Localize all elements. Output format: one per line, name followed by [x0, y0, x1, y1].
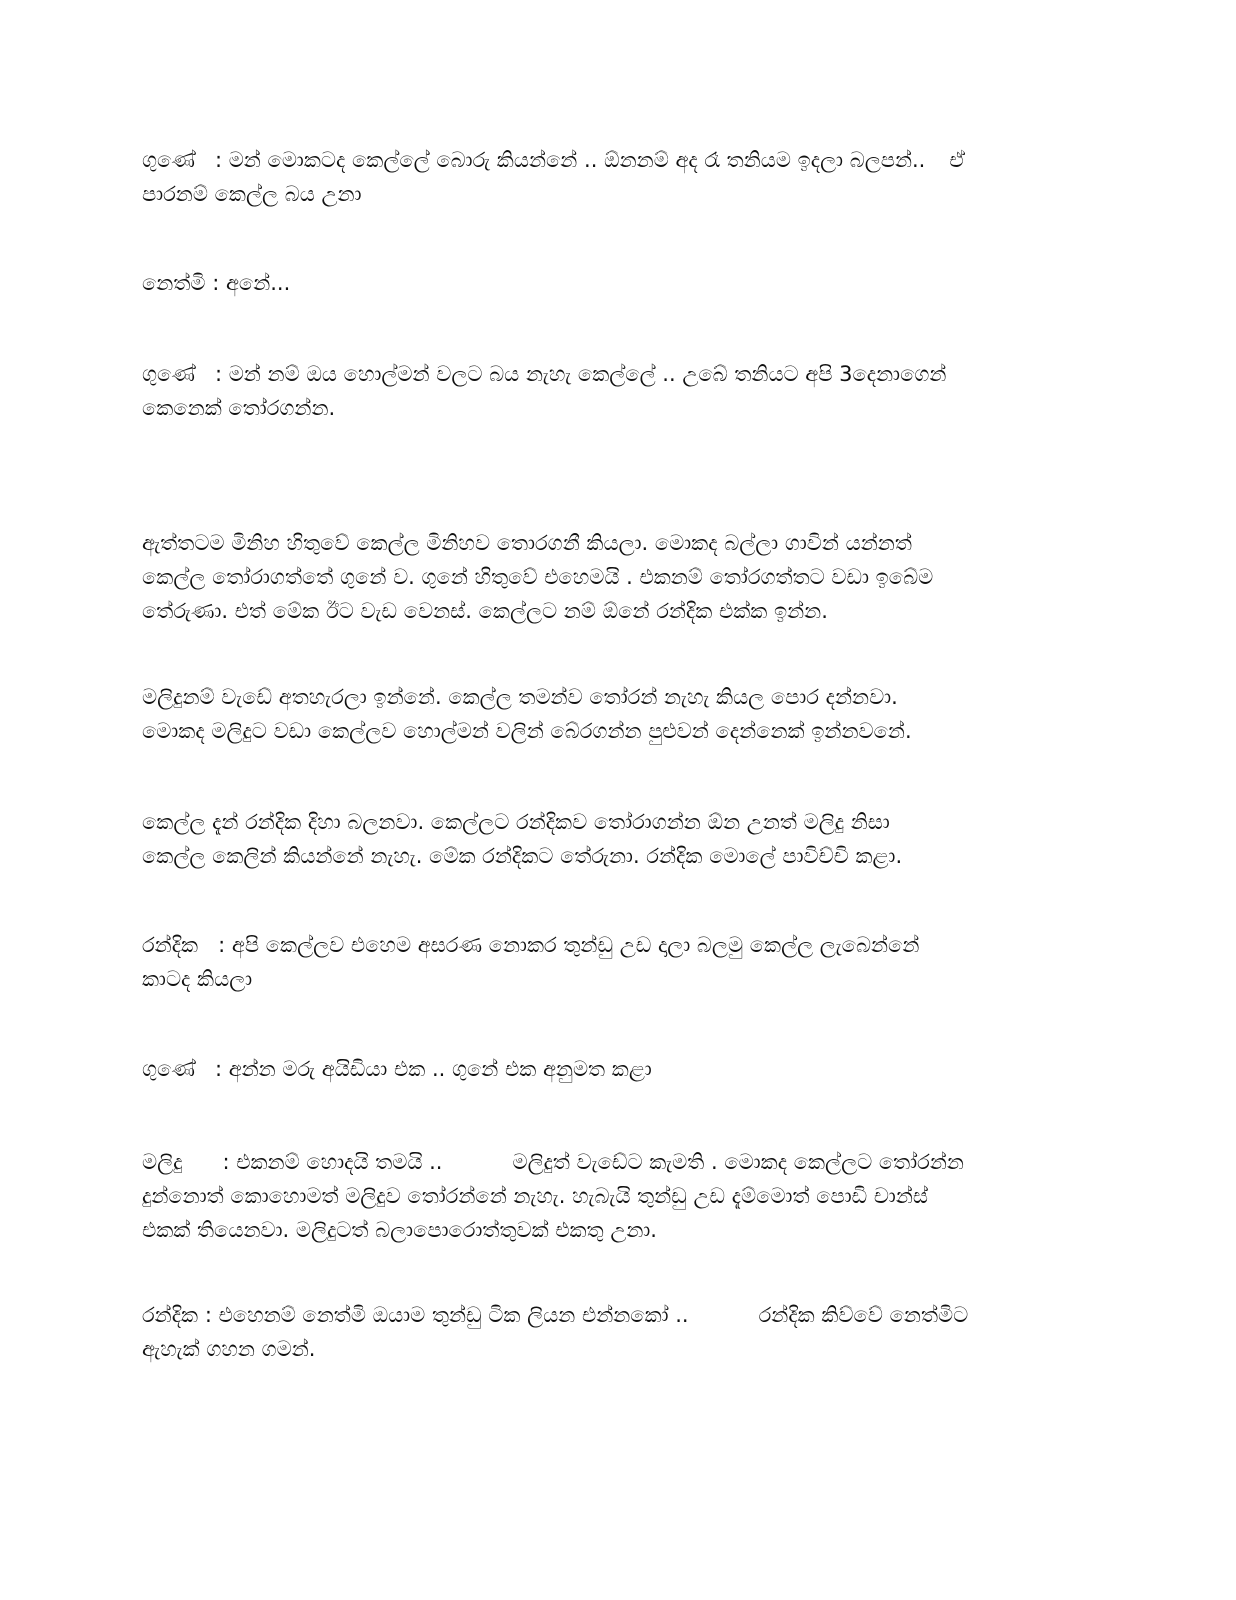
text-line [142, 928, 1072, 962]
text-line [142, 1145, 1072, 1179]
speaker-name: නෙත්මි [142, 271, 206, 295]
narrative-paragraph [142, 805, 1072, 873]
text-line: තේරුණා. එත් මේක ඊට වැඩ වෙනස්. කෙල්ලට නම් ඕනේ රන්දික එක්ක ඉන්න. [142, 599, 828, 623]
dialogue-text-tail: රන්දික කිව්වේ නෙත්මිට [758, 1303, 969, 1327]
speaker-name: මලිදු [142, 1150, 183, 1174]
dialogue-paragraph [142, 266, 1072, 300]
dialogue-paragraph [142, 143, 1072, 211]
text-line: එකක් තියෙනවා. මලිදුටත් බලාපොරොත්තුවක් එකතු උනා. [142, 1218, 657, 1242]
dialogue-paragraph [142, 1145, 1072, 1247]
text-line: කෙල්ල කෙලින් කියන්නේ නැහැ. මේක රන්දිකට තේරුනා. රන්දික මොලේ පාවිච්චි කළා. [142, 844, 903, 868]
dialogue-paragraph [142, 928, 1072, 996]
dialogue-text-tail: මලිදුත් වැඩේට කැමති . මොකද කෙල්ලට තෝරන්න [512, 1150, 964, 1174]
text-line [142, 266, 1072, 300]
dialogue-text-tail: ඒ [949, 148, 966, 172]
narrative-paragraph [142, 526, 1072, 628]
speaker-name: රන්දික [142, 1303, 199, 1327]
text-line: කෙල්ල තෝරාගත්තේ ගුනේ ව. ගුනේ හිතුවේ එහෙමයි . එකනම් තෝරගත්තට වඩා ඉබේම [142, 565, 934, 589]
text-line: දුන්නොත් කොහොමත් මලිදුව තෝරන්නේ නැහැ. හැබැයි තුන්ඩු උඩ දැම්මොත් පොඩි චාන්ස් [142, 1184, 928, 1208]
dialogue-text: : අපි කෙල්ලව එහෙම අසරණ නොකර තුන්ඩු උඩ දාලා බලමු කෙල්ල ලැබෙන්නේ [218, 933, 920, 957]
text-line: ඇහැක් ගහන ගමන්. [142, 1337, 316, 1361]
text-line: පාරනම් කෙල්ල බය උනා [142, 182, 362, 206]
dialogue-text: : අනේ... [212, 271, 291, 295]
dialogue-paragraph [142, 1298, 1072, 1366]
text-line: මලිදුනම් වැඩේ අතහැරලා ඉන්නේ. කෙල්ල තමන්ව තෝරන් නැහැ කියල පොර දන්නවා. [142, 685, 898, 709]
text-line [142, 143, 1072, 177]
text-line: කෙනෙක් තෝරගන්න. [142, 396, 336, 420]
speaker-name: රන්දික [142, 933, 199, 957]
dialogue-paragraph [142, 357, 1072, 425]
text-line [142, 1298, 1072, 1332]
narrative-paragraph [142, 680, 1072, 748]
dialogue-paragraph [142, 1052, 1072, 1086]
dialogue-text: : අන්න මරු අයිඩියා එක .. ගුනේ එක අනුමත කළා [214, 1057, 652, 1081]
dialogue-text: : එහෙනම් නෙත්මි ඔයාම තුන්ඩු ටික ලියන එන්නකෝ .. [204, 1303, 689, 1327]
text-line: ඇත්තටම මිනිහ හිතුවේ කෙල්ල මිනිහව තොරගනී කියලා. මොකද බල්ලා ගාවින් යන්නත් [142, 531, 912, 555]
text-line: කාටද කියලා [142, 967, 253, 991]
speaker-name: ගුණේ [142, 148, 195, 172]
dialogue-text: : එකනම් හොදයි තමයි .. [222, 1150, 443, 1174]
speaker-name: ගුණේ [142, 1057, 195, 1081]
dialogue-text: : මන් නම් ඔය හොල්මන් වලට බය නැහැ කෙල්ලේ .. උබේ තනියට අපි 3දෙනාගෙන් [214, 362, 947, 386]
text-line [142, 1052, 1072, 1086]
dialogue-text: : මන් මොකටද කෙල්ලේ බොරු කියන්නේ .. ඕනනම් අද රෑ තනියම ඉදලා බලපන්.. [214, 148, 926, 172]
speaker-name: ගුණේ [142, 362, 195, 386]
text-line [142, 357, 1072, 391]
text-line: කෙල්ල දැන් රන්දික දිහා බලනවා. කෙල්ලට රන්දිකව තෝරාගන්න ඕන උනත් මලිදු නිසා [142, 810, 890, 834]
text-line: මොකද මලිදුට වඩා කෙල්ලව හොල්මන් වලින් බේරගන්න පුළුවන් දෙන්නෙක් ඉන්නවනේ. [142, 719, 912, 743]
